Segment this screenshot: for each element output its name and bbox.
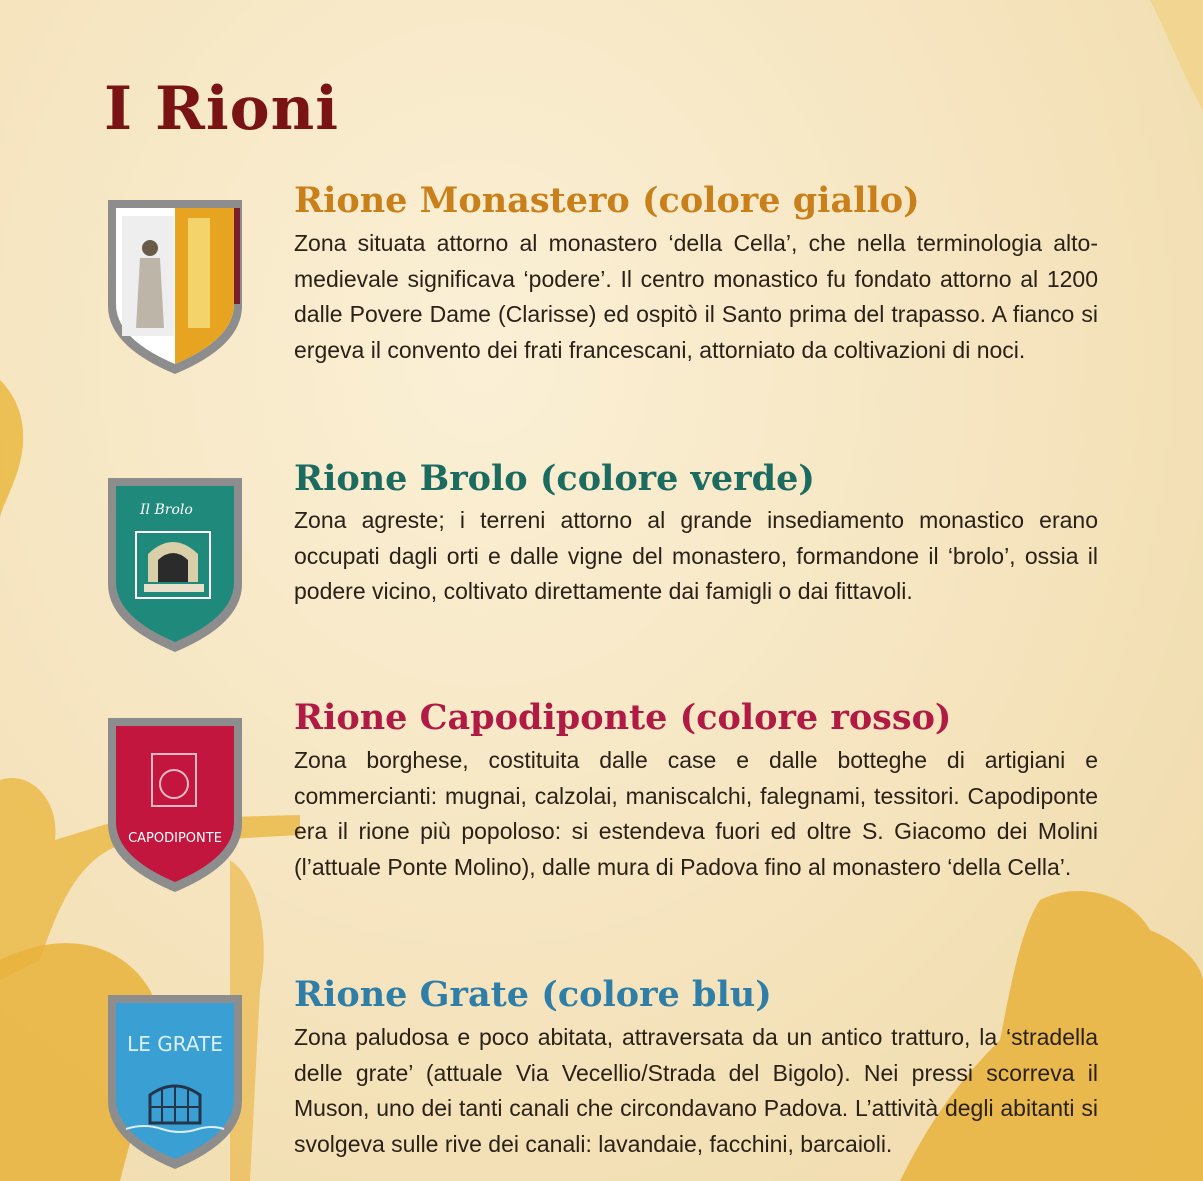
section-title: Rione Grate (colore blu) bbox=[294, 974, 772, 1015]
yellow-white-shield-icon bbox=[104, 196, 246, 378]
section-description: Zona agreste; i terreni attorno al grande insediamento monastico erano occupati dagli orti e dalle vigne del monastero, formandone il ‘brolo’, ossia il podere vicino, coltivato direttamente dai famigli o dai fittavoli. bbox=[294, 507, 1098, 604]
section-title: Rione Monastero (colore giallo) bbox=[294, 180, 920, 221]
red-shield-icon bbox=[104, 714, 246, 896]
green-shield-icon bbox=[104, 474, 246, 656]
section-description: Zona situata attorno al monastero ‘della Cella’, che nella terminologia alto-medievale significava ‘podere’. Il centro monastico fu fondato attorno al 1200 dalle Povere Dame (Clarisse) ed ospitò il Santo prima del trapasso. A fianco si ergeva il convento dei frati francescani, attorniato da coltivazioni di noci. bbox=[294, 230, 1098, 363]
section-description: Zona paludosa e poco abitata, attraversata da un antico tratturo, la ‘stradella delle grate’ (attuale Via Vecellio/Strada del Bigolo). Nei pressi scorreva il Muson, uno dei tanti canali che circondavano Padova. L’attività degli abitanti si svolgeva sulle rive dei canali: lavandaie, facchini, barcaioli. bbox=[294, 1024, 1098, 1157]
shield-label: Il Brolo bbox=[140, 502, 193, 518]
shield-label: LE GRATE bbox=[127, 1032, 223, 1056]
section-title: Rione Capodiponte (colore rosso) bbox=[294, 697, 952, 738]
section-title: Rione Brolo (colore verde) bbox=[294, 458, 815, 499]
shield-label: CAPODIPONTE bbox=[128, 831, 222, 846]
blue-shield-icon bbox=[104, 991, 246, 1173]
section-description: Zona borghese, costituita dalle case e dalle botteghe di artigiani e commercianti: mugnai, calzolai, maniscalchi, falegnami, tessitori. Capodiponte era il rione più popoloso: si estendeva fuori ed oltre S. Giacomo dei Molini (l’attuale Ponte Molino), dalle mura di Padova fino al monastero ‘della Cella’. bbox=[294, 747, 1098, 880]
page-title: I Rioni bbox=[104, 74, 340, 144]
